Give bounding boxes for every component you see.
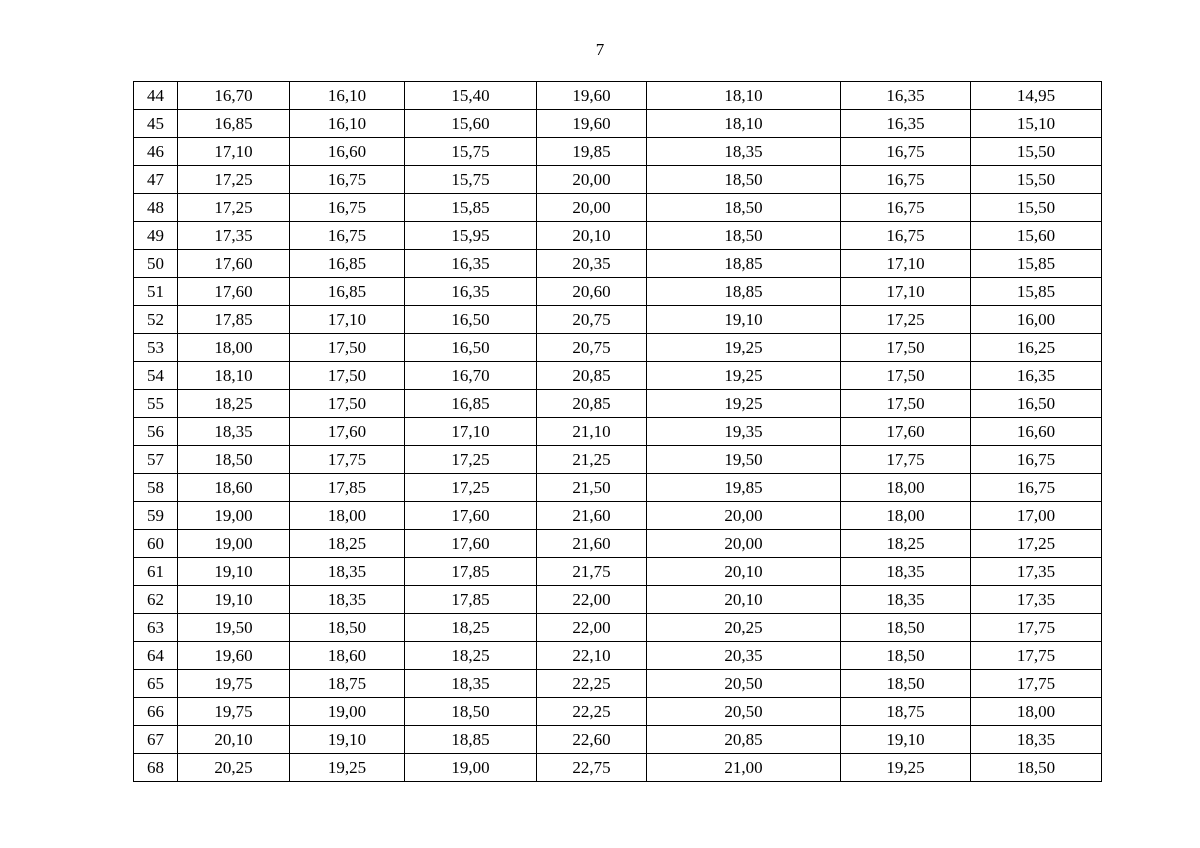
data-cell: 17,50 [290, 362, 405, 390]
data-cell: 20,35 [537, 250, 647, 278]
data-cell: 18,50 [290, 614, 405, 642]
row-index-cell: 63 [134, 614, 178, 642]
data-cell: 20,10 [178, 726, 290, 754]
data-cell: 22,60 [537, 726, 647, 754]
data-cell: 16,70 [405, 362, 537, 390]
data-cell: 21,50 [537, 474, 647, 502]
data-cell: 17,75 [971, 642, 1102, 670]
data-cell: 16,85 [290, 250, 405, 278]
data-cell: 16,85 [178, 110, 290, 138]
data-cell: 22,75 [537, 754, 647, 782]
data-cell: 18,50 [647, 222, 841, 250]
row-index-cell: 57 [134, 446, 178, 474]
data-cell: 19,00 [405, 754, 537, 782]
data-cell: 20,85 [647, 726, 841, 754]
data-cell: 15,75 [405, 138, 537, 166]
data-cell: 19,10 [841, 726, 971, 754]
data-cell: 17,85 [405, 586, 537, 614]
data-cell: 20,10 [647, 586, 841, 614]
data-cell: 17,25 [405, 446, 537, 474]
table-row [134, 166, 1102, 194]
data-cell: 16,50 [405, 334, 537, 362]
data-cell: 18,50 [178, 446, 290, 474]
data-cell: 17,10 [841, 250, 971, 278]
data-cell: 14,95 [971, 82, 1102, 110]
data-cell: 19,50 [178, 614, 290, 642]
data-cell: 18,25 [841, 530, 971, 558]
row-index-cell: 51 [134, 278, 178, 306]
table-row [134, 726, 1102, 754]
data-cell: 21,10 [537, 418, 647, 446]
data-cell: 16,35 [405, 250, 537, 278]
data-cell: 17,60 [178, 250, 290, 278]
data-cell: 16,50 [405, 306, 537, 334]
data-cell: 15,85 [405, 194, 537, 222]
table-row [134, 614, 1102, 642]
data-cell: 20,25 [647, 614, 841, 642]
data-cell: 16,10 [290, 110, 405, 138]
data-cell: 18,00 [841, 474, 971, 502]
data-cell: 15,10 [971, 110, 1102, 138]
data-cell: 18,00 [290, 502, 405, 530]
table-row [134, 334, 1102, 362]
data-cell: 16,75 [290, 222, 405, 250]
data-cell: 18,35 [290, 558, 405, 586]
row-index-cell: 59 [134, 502, 178, 530]
table-row [134, 642, 1102, 670]
table-row [134, 558, 1102, 586]
data-cell: 22,10 [537, 642, 647, 670]
data-cell: 15,40 [405, 82, 537, 110]
data-cell: 16,85 [290, 278, 405, 306]
data-cell: 16,75 [841, 166, 971, 194]
data-cell: 20,00 [647, 530, 841, 558]
data-cell: 17,25 [841, 306, 971, 334]
data-cell: 15,50 [971, 138, 1102, 166]
row-index-cell: 52 [134, 306, 178, 334]
data-cell: 17,75 [290, 446, 405, 474]
data-cell: 17,35 [971, 586, 1102, 614]
data-cell: 16,75 [290, 166, 405, 194]
data-cell: 18,50 [841, 614, 971, 642]
row-index-cell: 68 [134, 754, 178, 782]
data-cell: 18,35 [405, 670, 537, 698]
data-cell: 19,10 [290, 726, 405, 754]
data-cell: 16,60 [971, 418, 1102, 446]
data-cell: 19,60 [537, 82, 647, 110]
data-cell: 19,25 [647, 334, 841, 362]
data-cell: 18,75 [841, 698, 971, 726]
data-cell: 17,85 [290, 474, 405, 502]
data-cell: 19,75 [178, 698, 290, 726]
data-cell: 15,95 [405, 222, 537, 250]
data-cell: 18,10 [647, 82, 841, 110]
data-cell: 20,10 [537, 222, 647, 250]
data-cell: 20,00 [537, 194, 647, 222]
data-cell: 16,85 [405, 390, 537, 418]
row-index-cell: 55 [134, 390, 178, 418]
row-index-cell: 44 [134, 82, 178, 110]
data-cell: 18,10 [647, 110, 841, 138]
data-cell: 17,50 [290, 390, 405, 418]
data-cell: 17,25 [405, 474, 537, 502]
data-cell: 17,35 [971, 558, 1102, 586]
row-index-cell: 58 [134, 474, 178, 502]
data-cell: 17,60 [405, 502, 537, 530]
data-cell: 19,75 [178, 670, 290, 698]
data-cell: 17,60 [290, 418, 405, 446]
data-cell: 17,25 [971, 530, 1102, 558]
data-cell: 16,35 [405, 278, 537, 306]
table-row [134, 670, 1102, 698]
data-cell: 18,00 [178, 334, 290, 362]
data-cell: 18,35 [178, 418, 290, 446]
data-cell: 16,35 [841, 110, 971, 138]
data-cell: 19,25 [647, 390, 841, 418]
data-cell: 18,35 [971, 726, 1102, 754]
table-row [134, 82, 1102, 110]
data-cell: 15,60 [405, 110, 537, 138]
table-row [134, 586, 1102, 614]
data-cell: 17,50 [841, 390, 971, 418]
table-row [134, 698, 1102, 726]
data-cell: 21,60 [537, 502, 647, 530]
data-cell: 17,10 [290, 306, 405, 334]
data-cell: 16,50 [971, 390, 1102, 418]
data-table-container [133, 81, 1079, 782]
page-number: 7 [595, 40, 605, 59]
data-cell: 22,25 [537, 698, 647, 726]
table-row [134, 390, 1102, 418]
row-index-cell: 54 [134, 362, 178, 390]
data-cell: 17,60 [178, 278, 290, 306]
data-table [133, 81, 1102, 782]
table-row [134, 502, 1102, 530]
data-cell: 16,75 [290, 194, 405, 222]
data-cell: 16,60 [290, 138, 405, 166]
data-cell: 18,50 [971, 754, 1102, 782]
data-cell: 16,75 [841, 222, 971, 250]
data-cell: 18,25 [405, 642, 537, 670]
data-cell: 19,00 [178, 530, 290, 558]
data-cell: 16,70 [178, 82, 290, 110]
data-cell: 19,60 [537, 110, 647, 138]
data-cell: 20,50 [647, 698, 841, 726]
row-index-cell: 48 [134, 194, 178, 222]
data-cell: 19,25 [290, 754, 405, 782]
data-cell: 18,50 [841, 642, 971, 670]
data-cell: 16,25 [971, 334, 1102, 362]
data-cell: 15,50 [971, 166, 1102, 194]
row-index-cell: 49 [134, 222, 178, 250]
data-table-body [134, 82, 1102, 782]
data-cell: 17,35 [178, 222, 290, 250]
data-cell: 17,25 [178, 166, 290, 194]
row-index-cell: 60 [134, 530, 178, 558]
row-index-cell: 65 [134, 670, 178, 698]
data-cell: 20,60 [537, 278, 647, 306]
data-cell: 18,00 [971, 698, 1102, 726]
data-cell: 19,50 [647, 446, 841, 474]
data-cell: 21,25 [537, 446, 647, 474]
data-cell: 18,25 [178, 390, 290, 418]
data-cell: 20,10 [647, 558, 841, 586]
data-cell: 17,50 [841, 362, 971, 390]
data-cell: 20,35 [647, 642, 841, 670]
table-row [134, 306, 1102, 334]
data-cell: 17,75 [971, 670, 1102, 698]
table-row [134, 362, 1102, 390]
data-cell: 17,25 [178, 194, 290, 222]
data-cell: 18,25 [290, 530, 405, 558]
data-cell: 22,00 [537, 586, 647, 614]
table-row [134, 530, 1102, 558]
data-cell: 18,50 [841, 670, 971, 698]
data-cell: 18,50 [405, 698, 537, 726]
row-index-cell: 62 [134, 586, 178, 614]
data-cell: 16,75 [971, 474, 1102, 502]
data-cell: 16,00 [971, 306, 1102, 334]
data-cell: 18,60 [178, 474, 290, 502]
row-index-cell: 53 [134, 334, 178, 362]
row-index-cell: 61 [134, 558, 178, 586]
table-row [134, 418, 1102, 446]
data-cell: 20,75 [537, 306, 647, 334]
data-cell: 19,10 [178, 558, 290, 586]
data-cell: 17,10 [841, 278, 971, 306]
data-cell: 18,85 [647, 250, 841, 278]
row-index-cell: 64 [134, 642, 178, 670]
data-cell: 16,35 [971, 362, 1102, 390]
data-cell: 16,75 [841, 194, 971, 222]
table-row [134, 446, 1102, 474]
row-index-cell: 56 [134, 418, 178, 446]
row-index-cell: 50 [134, 250, 178, 278]
data-cell: 15,50 [971, 194, 1102, 222]
data-cell: 15,85 [971, 278, 1102, 306]
table-row [134, 110, 1102, 138]
data-cell: 20,85 [537, 390, 647, 418]
data-cell: 19,85 [537, 138, 647, 166]
data-cell: 18,60 [290, 642, 405, 670]
data-cell: 22,25 [537, 670, 647, 698]
data-cell: 20,75 [537, 334, 647, 362]
data-cell: 19,10 [647, 306, 841, 334]
data-cell: 16,75 [971, 446, 1102, 474]
data-cell: 18,50 [647, 194, 841, 222]
data-cell: 18,75 [290, 670, 405, 698]
row-index-cell: 45 [134, 110, 178, 138]
table-row [134, 250, 1102, 278]
data-cell: 19,25 [647, 362, 841, 390]
data-cell: 17,85 [405, 558, 537, 586]
data-cell: 17,60 [841, 418, 971, 446]
data-cell: 18,35 [841, 558, 971, 586]
table-row [134, 138, 1102, 166]
data-cell: 19,35 [647, 418, 841, 446]
table-row [134, 194, 1102, 222]
data-cell: 18,35 [841, 586, 971, 614]
data-cell: 17,60 [405, 530, 537, 558]
data-cell: 18,85 [405, 726, 537, 754]
data-cell: 17,50 [290, 334, 405, 362]
table-row [134, 278, 1102, 306]
data-cell: 17,10 [178, 138, 290, 166]
row-index-cell: 67 [134, 726, 178, 754]
row-index-cell: 66 [134, 698, 178, 726]
data-cell: 15,85 [971, 250, 1102, 278]
table-row [134, 222, 1102, 250]
data-cell: 21,00 [647, 754, 841, 782]
data-cell: 17,85 [178, 306, 290, 334]
data-cell: 20,50 [647, 670, 841, 698]
data-cell: 18,50 [647, 166, 841, 194]
data-cell: 17,10 [405, 418, 537, 446]
row-index-cell: 46 [134, 138, 178, 166]
data-cell: 18,35 [290, 586, 405, 614]
data-cell: 16,35 [841, 82, 971, 110]
data-cell: 20,85 [537, 362, 647, 390]
data-cell: 17,50 [841, 334, 971, 362]
data-cell: 16,75 [841, 138, 971, 166]
data-cell: 18,10 [178, 362, 290, 390]
data-cell: 19,25 [841, 754, 971, 782]
data-cell: 21,75 [537, 558, 647, 586]
data-cell: 21,60 [537, 530, 647, 558]
data-cell: 20,00 [647, 502, 841, 530]
data-cell: 17,75 [971, 614, 1102, 642]
data-cell: 19,00 [290, 698, 405, 726]
table-row [134, 474, 1102, 502]
table-row [134, 754, 1102, 782]
data-cell: 15,75 [405, 166, 537, 194]
data-cell: 22,00 [537, 614, 647, 642]
data-cell: 19,85 [647, 474, 841, 502]
data-cell: 19,10 [178, 586, 290, 614]
row-index-cell: 47 [134, 166, 178, 194]
data-cell: 17,00 [971, 502, 1102, 530]
data-cell: 20,25 [178, 754, 290, 782]
data-cell: 18,25 [405, 614, 537, 642]
data-cell: 19,00 [178, 502, 290, 530]
data-cell: 16,10 [290, 82, 405, 110]
data-cell: 19,60 [178, 642, 290, 670]
data-cell: 18,85 [647, 278, 841, 306]
data-cell: 17,75 [841, 446, 971, 474]
data-cell: 18,00 [841, 502, 971, 530]
data-cell: 15,60 [971, 222, 1102, 250]
data-cell: 18,35 [647, 138, 841, 166]
data-cell: 20,00 [537, 166, 647, 194]
